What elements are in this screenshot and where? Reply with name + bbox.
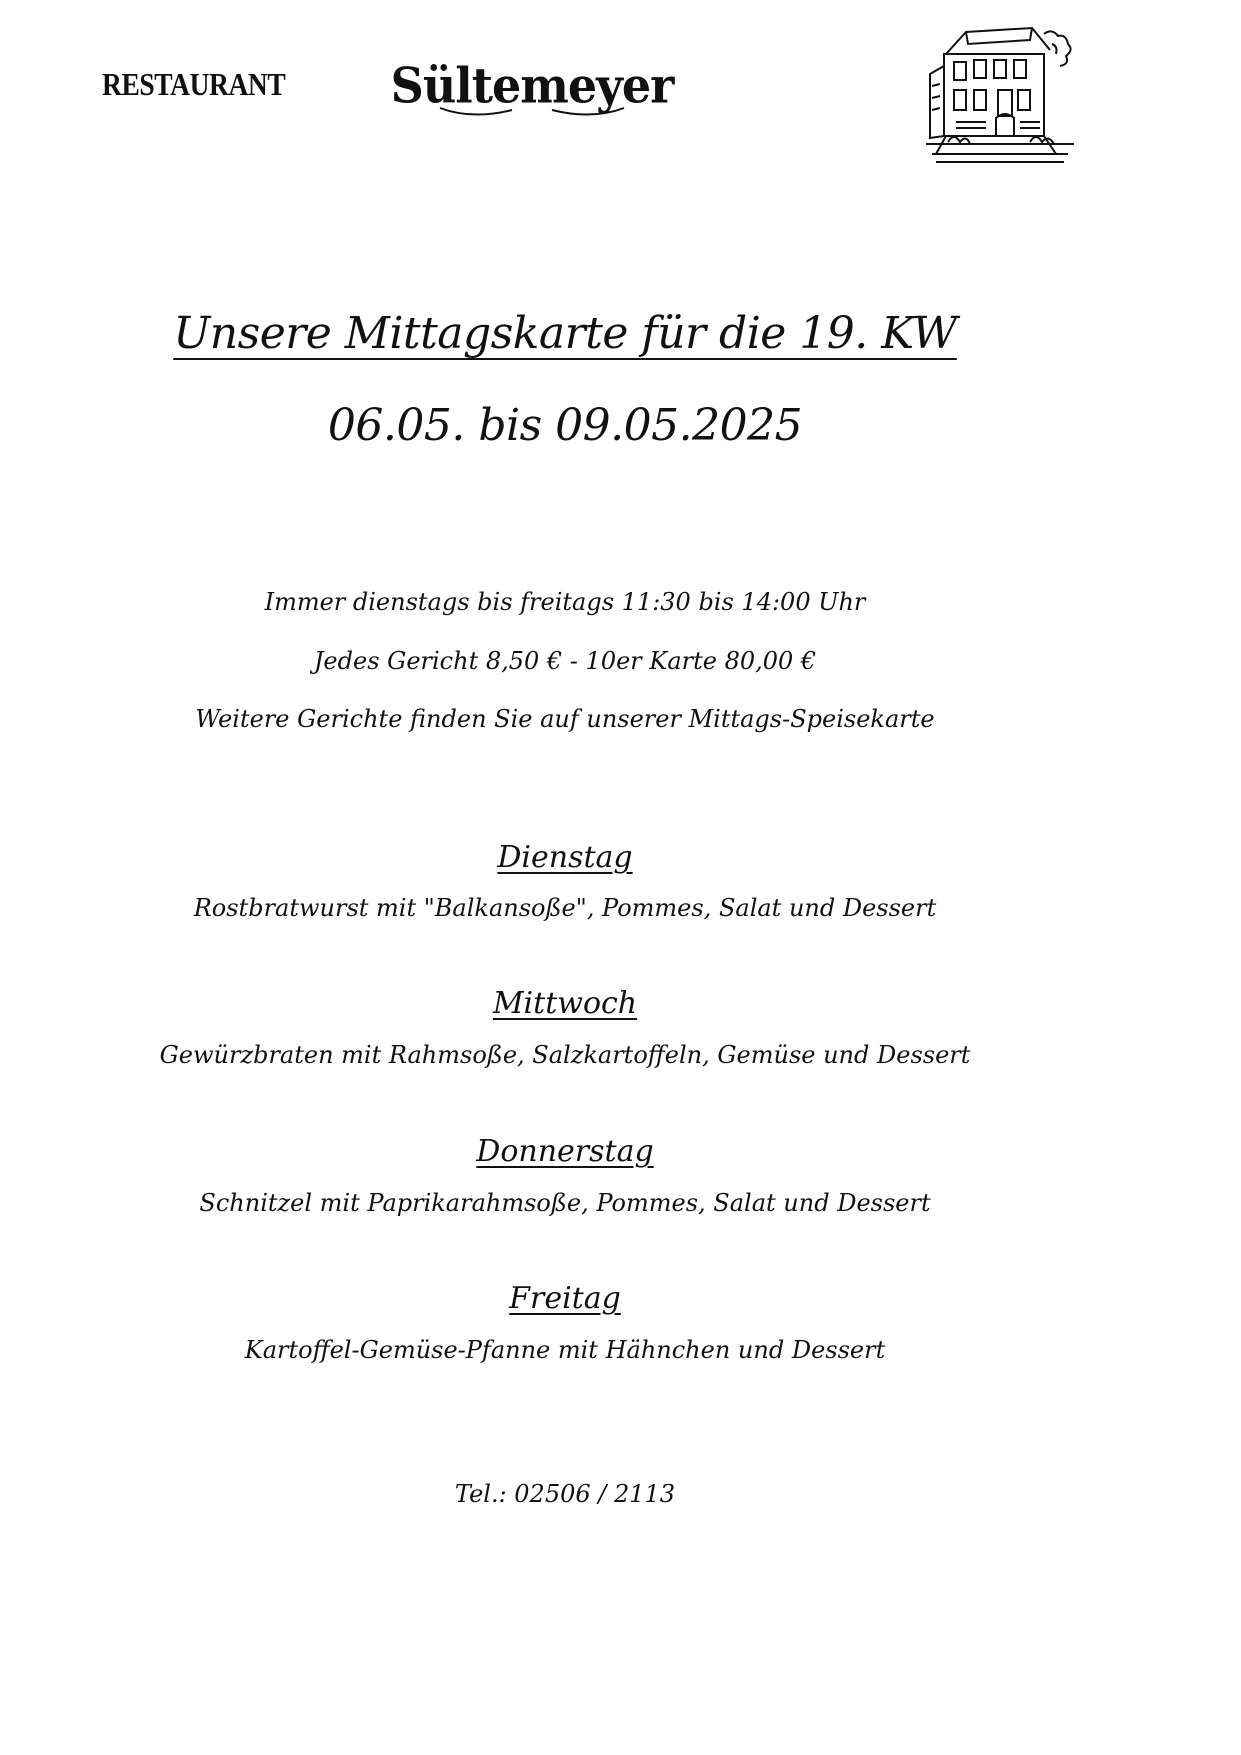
day-heading-mittwoch: Mittwoch xyxy=(492,986,638,1021)
dish-mittwoch: Gewürzbraten mit Rahmsoße, Salzkartoffeln, Gemüse und Dessert xyxy=(159,1041,971,1069)
menu-title: Unsere Mittagskarte für die 19. KW xyxy=(173,308,957,359)
dish-dienstag: Rostbratwurst mit "Balkansoße", Pommes, Salat und Dessert xyxy=(193,894,937,922)
menu-dates: 06.05. bis 09.05.2025 xyxy=(327,400,803,451)
more-dishes-note: Weitere Gerichte finden Sie auf unserer Mittags-Speisekarte xyxy=(195,705,935,733)
dish-donnerstag: Schnitzel mit Paprikarahmsoße, Pommes, Salat und Dessert xyxy=(199,1189,931,1217)
day-heading-donnerstag: Donnerstag xyxy=(476,1134,654,1169)
svg-text:Sültemeyer: Sültemeyer xyxy=(390,58,674,115)
day-heading-dienstag: Dienstag xyxy=(497,840,633,875)
day-heading-freitag: Freitag xyxy=(509,1281,621,1316)
dish-freitag: Kartoffel-Gemüse-Pfanne mit Hähnchen und Dessert xyxy=(244,1336,886,1364)
price-info: Jedes Gericht 8,50 € - 10er Karte 80,00 € xyxy=(313,647,817,675)
restaurant-label: RESTAURANT xyxy=(102,66,286,102)
opening-hours: Immer dienstags bis freitags 11:30 bis 14:00 Uhr xyxy=(264,588,866,616)
building-illustration-icon xyxy=(926,14,1074,166)
phone-number: Tel.: 02506 / 2113 xyxy=(454,1480,676,1508)
brand-logo xyxy=(390,50,674,122)
